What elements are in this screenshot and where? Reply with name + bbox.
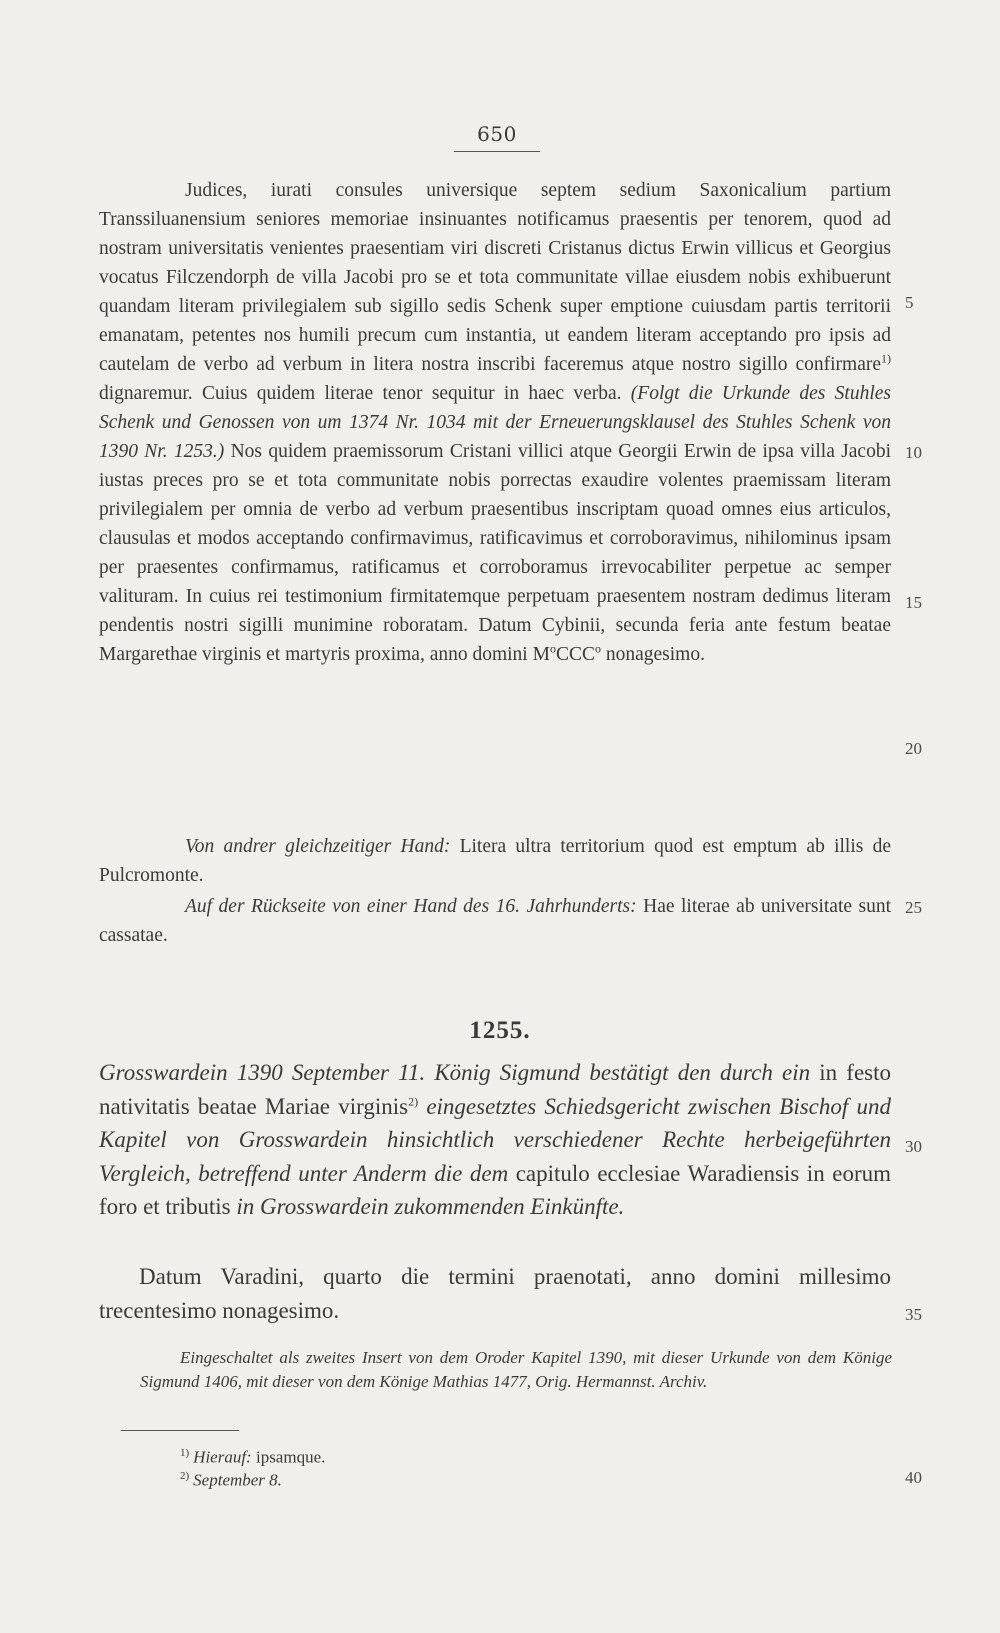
editorial-insert-note: (Folgt die Urkunde des Stuhles Schenk und Genossen von um 1374 Nr. 1034 mit der Erneuerungsklausel des Stuhles Schenk von 1390 Nr. 1253.) — [99, 383, 891, 462]
note-contemporary-hand-text: Litera ultra territorium quod est emptum ab illis de Pulcromonte. — [99, 836, 891, 886]
superscript-o-2: o — [594, 641, 601, 656]
note-reverse-side-text: Hae literae ab universitate sunt cassatae. — [99, 896, 891, 946]
source-note: Eingeschaltet als zweites Insert von dem Oroder Kapitel 1390, mit dieser Urkunde von dem Könige Sigmund 1406, mit dieser von dem Könige Mathias 1477, Orig. Hermannst. Archiv. — [140, 1348, 892, 1391]
line-number-15: 15 — [905, 593, 922, 612]
regest-part-5: in Grosswardein zukommenden Einkünfte. — [236, 1194, 625, 1219]
roman-numeral-ccc: CCC — [555, 644, 595, 665]
footnote-1-label: Hierauf: — [193, 1447, 252, 1467]
line-number-5: 5 — [905, 293, 914, 312]
regest-summary — [99, 1056, 891, 1224]
regest-part-3: eingesetztes Schiedsgericht zwischen Bischof und Kapitel von Grosswardein hinsichtlich verschiedener Rechte herbeigeführten Vergleich, betreffend unter Anderm die dem — [99, 1093, 891, 1186]
charter-text-part-1: Judices, iurati consules universique septem sedium Saxonicalium partium Transsiluanensium seniores memoriae insinuantes notificamus praesentis per tenorem, quod ad nostram universitatis venientes praesentiam viri discreti Cristanus dictus Erwin villicus et Georgius vocatus Filczendorph de villa Jacobi pro se et tota communitate villae eiusdem nobis exhibuerunt quandam literam privilegialem sub sigillo sedis Schenk super emptione cuiusdam partis territorii emanatam, petentes nos humili precum cum instantia, ut eandem literam acceptando pro ipsis ad cautelam de verbo ad verbum in litera nostra inscribi faceremus atque nostro sigillo confirmare — [99, 180, 891, 375]
line-number-20: 20 — [905, 739, 922, 758]
charter-text — [99, 176, 891, 669]
superscript-o-1: o — [549, 641, 556, 656]
page-number-rule — [454, 151, 540, 152]
line-number-25: 25 — [905, 898, 922, 917]
regest-part-2: in festo nativitatis beatae Mariae virginis — [99, 1060, 891, 1119]
datum-line: Datum Varadini, quarto die termini praenotati, anno domini millesimo trecentesimo nonagesimo. — [99, 1264, 891, 1323]
note-contemporary-hand — [99, 832, 891, 890]
page-number: 650 — [477, 122, 517, 146]
footnote-1-text: ipsamque. — [251, 1447, 326, 1467]
line-number-30: 30 — [905, 1137, 922, 1156]
charter-text-part-3: Nos quidem praemissorum Cristani villici atque Georgii Erwin de ipsa villa Jacobi iustas preces pro se et tota communitate nobis porrectas exaudire volentes praemissam literam privilegialem per omnia de verbo ad verbum praesentibus inscriptam quoad omnes eius articulos, clausulas et modos acceptando confirmavimus, ratificavimus et corroboravimus, nihilominus ipsam per praesentes confirmamus, ratificamus et corroboramus irrevocabiliter perpetue ac semper valituram. In cuius rei testimonium firmitatemque perpetuam praesentem nostram dedimus literam pendentis nostri sigilli munimine roboratam. Datum Cybinii, secunda feria ante festum beatae Margarethae virginis et martyris proxima, anno domini M — [99, 441, 891, 665]
note-reverse-side-label: Auf der Rückseite von einer Hand des 16. Jahrhunderts: — [185, 896, 637, 917]
note-contemporary-hand-label: Von andrer gleichzeitiger Hand: — [185, 836, 451, 857]
footnote-ref-2: 2) — [408, 1093, 419, 1108]
line-number-10: 10 — [905, 443, 922, 462]
footnote-ref-1: 1) — [881, 351, 891, 366]
regest-part-4: capitulo ecclesiae Waradiensis in eorum foro et tributis — [99, 1160, 891, 1219]
charter-text-part-2: dignaremur. Cuius quidem literae tenor sequitur in haec verba. — [99, 383, 631, 404]
regest-part-1: Grosswardein 1390 September 11. König Sigmund bestätigt den durch ein — [99, 1060, 811, 1085]
footnote-2 — [180, 1465, 282, 1492]
footnote-1-mark: 1) — [180, 1447, 190, 1459]
note-reverse-side — [99, 892, 891, 950]
footnote-2-label: September 8. — [193, 1470, 282, 1490]
line-number-40: 40 — [905, 1468, 922, 1487]
charter-text-part-4: nonagesimo. — [600, 644, 705, 665]
footnote-2-mark: 2) — [180, 1470, 190, 1482]
line-number-35: 35 — [905, 1305, 922, 1324]
document-number-heading: 1255. — [469, 1017, 531, 1044]
footnote-rule — [121, 1430, 239, 1431]
